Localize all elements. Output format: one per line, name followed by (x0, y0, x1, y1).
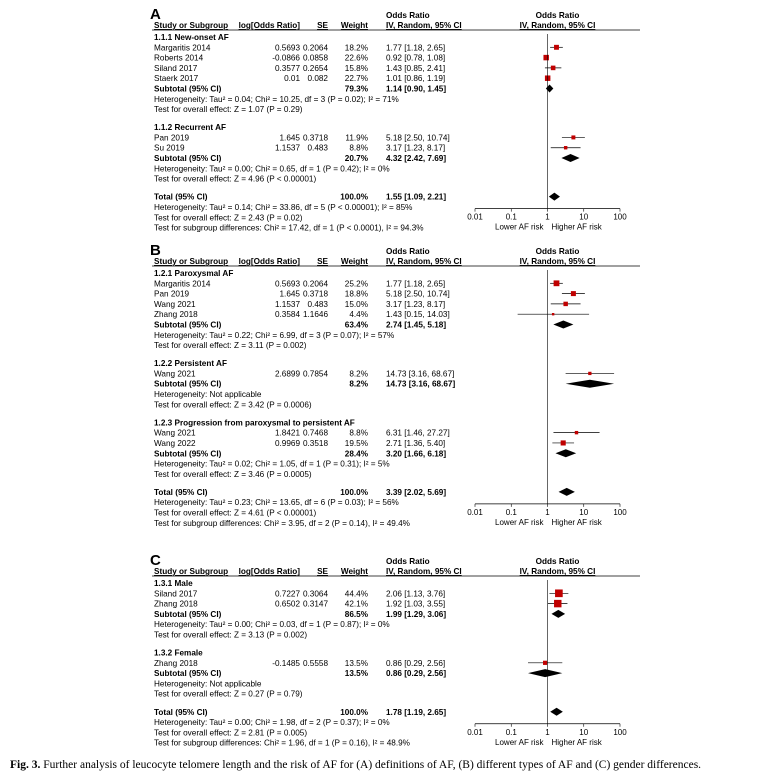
study-point-square (575, 431, 578, 434)
study-point-square (564, 146, 567, 149)
study-log-or: 1.8421 (274, 428, 300, 438)
x-axis-right-label: Higher AF risk (551, 517, 602, 527)
or-column-subtitle: IV, Random, 95% CI (386, 257, 462, 266)
col-logor-header: log[Odds Ratio] (238, 567, 300, 576)
statistics-note: Heterogeneity: Not applicable (154, 390, 262, 400)
study-log-or: 0.9969 (274, 438, 300, 448)
study-weight: 42.1% (344, 599, 368, 609)
study-weight: 8.8% (349, 143, 368, 153)
statistics-note: Test for overall effect: Z = 3.11 (P = 0.002) (154, 341, 307, 351)
forest-panel-a (150, 6, 640, 233)
statistics-note: Heterogeneity: Tau² = 0.00; Chi² = 1.98, df = 2 (P = 0.37); I² = 0% (154, 718, 390, 728)
study-or-ci: 5.18 [2.50, 10.74] (386, 289, 450, 299)
caption-label: Fig. 3. (10, 759, 41, 771)
statistics-note: Heterogeneity: Tau² = 0.22; Chi² = 6.99, df = 3 (P = 0.07); I² = 57% (154, 330, 395, 340)
study-name: Pan 2019 (154, 133, 190, 143)
study-name: Zhang 2018 (154, 599, 198, 609)
total-diamond (549, 193, 560, 201)
study-or-ci: 0.92 [0.78, 1.08] (386, 53, 446, 63)
x-tick-label: 10 (579, 212, 589, 222)
study-name: Staerk 2017 (154, 74, 199, 84)
subtotal-diamond (561, 154, 579, 162)
statistics-note: Heterogeneity: Tau² = 0.04; Chi² = 10.25, df = 3 (P = 0.02); I² = 71% (154, 94, 399, 104)
subtotal-weight: 79.3% (344, 84, 368, 94)
subtotal-diamond (528, 669, 562, 677)
x-tick-label: 10 (579, 727, 589, 737)
col-se-header: SE (317, 257, 328, 266)
study-name: Zhang 2018 (154, 310, 198, 320)
forest-panel-b (150, 242, 640, 528)
subtotal-or-ci: 4.32 [2.42, 7.69] (386, 154, 447, 164)
study-point-square (571, 291, 576, 296)
study-weight: 4.4% (349, 310, 368, 320)
study-weight: 19.5% (344, 438, 368, 448)
total-label: Total (95% CI) (154, 707, 208, 717)
study-name: Su 2019 (154, 143, 185, 153)
study-or-ci: 1.77 [1.18, 2.65] (386, 43, 446, 53)
study-log-or: 1.645 (279, 289, 300, 299)
total-weight: 100.0% (340, 192, 368, 202)
or-column-subtitle: IV, Random, 95% CI (386, 21, 462, 30)
study-or-ci: 5.18 [2.50, 10.74] (386, 133, 450, 143)
study-se: 0.2064 (302, 43, 328, 53)
or-column-title: Odds Ratio (386, 11, 430, 20)
or-column-subtitle: IV, Random, 95% CI (386, 567, 462, 576)
x-tick-label: 0.01 (467, 727, 483, 737)
statistics-note: Heterogeneity: Tau² = 0.00; Chi² = 0.03, df = 1 (P = 0.87); I² = 0% (154, 620, 390, 630)
study-weight: 25.2% (344, 279, 368, 289)
panel-letter: A (150, 6, 161, 23)
study-or-ci: 14.73 [3.16, 68.67] (386, 369, 455, 379)
study-or-ci: 2.71 [1.36, 5.40] (386, 438, 446, 448)
study-log-or: 0.3577 (274, 63, 300, 73)
subgroup-heading: 1.2.2 Persistent AF (154, 359, 227, 369)
study-name: Wang 2021 (154, 369, 196, 379)
study-se: 0.3147 (302, 599, 328, 609)
x-axis-left-label: Lower AF risk (495, 737, 544, 747)
study-point-square (554, 45, 559, 50)
study-log-or: -0.0866 (272, 53, 300, 63)
total-weight: 100.0% (340, 707, 368, 717)
statistics-note: Heterogeneity: Tau² = 0.00; Chi² = 0.65, df = 1 (P = 0.42); I² = 0% (154, 164, 390, 174)
study-se: 0.082 (307, 74, 328, 84)
study-weight: 18.2% (344, 43, 368, 53)
subtotal-weight: 8.2% (349, 379, 368, 389)
study-log-or: 1.645 (279, 133, 300, 143)
study-point-square (555, 589, 563, 597)
x-tick-label: 1 (545, 727, 550, 737)
study-name: Siland 2017 (154, 63, 198, 73)
col-study-header: Study or Subgroup (154, 257, 229, 266)
study-or-ci: 1.43 [0.15, 14.03] (386, 310, 450, 320)
study-or-ci: 1.92 [1.03, 3.55] (386, 599, 446, 609)
study-log-or: 0.3584 (274, 310, 300, 320)
subgroup-heading: 1.2.3 Progression from paroxysmal to persistent AF (154, 418, 355, 428)
total-label: Total (95% CI) (154, 192, 208, 202)
study-se: 0.7854 (302, 369, 328, 379)
study-or-ci: 6.31 [1.46, 27.27] (386, 428, 450, 438)
study-point-square (543, 661, 547, 665)
study-se: 0.3718 (302, 289, 328, 299)
x-tick-label: 0.1 (505, 507, 517, 517)
plot-column-subtitle: IV, Random, 95% CI (519, 21, 596, 30)
col-study-header: Study or Subgroup (154, 21, 229, 30)
study-name: Roberts 2014 (154, 53, 204, 63)
subtotal-weight: 86.5% (344, 609, 368, 619)
statistics-note: Test for subgroup differences: Chi² = 1.96, df = 1 (P = 0.16), I² = 48.9% (154, 738, 410, 748)
study-se: 0.483 (307, 299, 328, 309)
study-log-or: 2.6899 (274, 369, 300, 379)
study-or-ci: 3.17 [1.23, 8.17] (386, 143, 446, 153)
study-or-ci: 1.77 [1.18, 2.65] (386, 279, 446, 289)
study-or-ci: 2.06 [1.13, 3.76] (386, 589, 446, 599)
subtotal-label: Subtotal (95% CI) (154, 84, 222, 94)
subgroup-heading: 1.1.2 Recurrent AF (154, 123, 227, 133)
statistics-note: Heterogeneity: Not applicable (154, 679, 262, 689)
study-se: 0.0858 (302, 53, 328, 63)
statistics-note: Heterogeneity: Tau² = 0.14; Chi² = 33.86, df = 5 (P < 0.00001); I² = 85% (154, 202, 413, 212)
or-column-title: Odds Ratio (386, 557, 430, 566)
x-tick-label: 0.1 (505, 212, 517, 222)
study-weight: 18.8% (344, 289, 368, 299)
study-point-square (554, 600, 561, 607)
x-tick-label: 0.01 (467, 507, 483, 517)
statistics-note: Test for overall effect: Z = 0.27 (P = 0.79) (154, 689, 303, 699)
study-log-or: 0.01 (284, 74, 300, 84)
study-se: 0.5558 (302, 658, 328, 668)
study-name: Margaritis 2014 (154, 43, 211, 53)
subtotal-weight: 63.4% (344, 320, 368, 330)
statistics-note: Test for overall effect: Z = 3.13 (P = 0.002) (154, 630, 308, 640)
study-weight: 15.8% (344, 63, 368, 73)
statistics-note: Test for overall effect: Z = 4.61 (P < 0.00001) (154, 508, 317, 518)
plot-column-title: Odds Ratio (535, 557, 580, 566)
subtotal-diamond (546, 85, 554, 93)
statistics-note: Test for overall effect: Z = 2.81 (P = 0.005) (154, 728, 308, 738)
subgroup-heading: 1.3.2 Female (154, 648, 203, 658)
subgroup-heading: 1.1.1 New-onset AF (154, 33, 229, 42)
study-or-ci: 0.86 [0.29, 2.56] (386, 658, 446, 668)
total-diamond (550, 708, 563, 716)
caption-text: Further analysis of leucocyte telomere length and the risk of AF for (A) definitions of AF, (B) different types of AF and (C) gender differences. (43, 759, 702, 771)
subgroup-heading: 1.2.1 Paroxysmal AF (154, 269, 234, 278)
plot-column-title: Odds Ratio (535, 11, 580, 20)
study-se: 0.2064 (302, 279, 328, 289)
study-weight: 22.7% (344, 74, 368, 84)
study-name: Siland 2017 (154, 589, 198, 599)
statistics-note: Test for subgroup differences: Chi² = 3.95, df = 2 (P = 0.14), I² = 49.4% (154, 518, 410, 528)
subtotal-weight: 20.7% (344, 154, 368, 164)
study-log-or: 0.7227 (274, 589, 300, 599)
statistics-note: Test for subgroup differences: Chi² = 17.42, df = 1 (P < 0.0001), I² = 94.3% (154, 223, 424, 233)
subtotal-diamond (555, 449, 576, 457)
study-weight: 15.0% (344, 299, 368, 309)
study-weight: 44.4% (344, 589, 368, 599)
study-or-ci: 1.43 [0.85, 2.41] (386, 63, 446, 73)
subtotal-diamond (566, 380, 614, 388)
study-point-square (561, 440, 566, 445)
col-weight-header: Weight (340, 567, 368, 576)
statistics-note: Test for overall effect: Z = 2.43 (P = 0.02) (154, 213, 303, 223)
subtotal-diamond (552, 610, 566, 618)
study-se: 0.3064 (302, 589, 328, 599)
study-point-square (571, 135, 575, 139)
x-axis-left-label: Lower AF risk (495, 517, 544, 527)
study-se: 1.1646 (302, 310, 328, 320)
study-weight: 11.9% (345, 133, 368, 143)
study-point-square (551, 66, 556, 71)
subtotal-label: Subtotal (95% CI) (154, 449, 222, 459)
study-log-or: 1.1537 (274, 299, 300, 309)
col-logor-header: log[Odds Ratio] (238, 21, 300, 30)
study-name: Zhang 2018 (154, 658, 198, 668)
study-log-or: 0.5693 (274, 43, 300, 53)
x-axis-right-label: Higher AF risk (551, 737, 602, 747)
study-log-or: 1.1537 (274, 143, 300, 153)
col-se-header: SE (317, 567, 328, 576)
total-weight: 100.0% (340, 487, 368, 497)
study-log-or: 0.6502 (274, 599, 300, 609)
subtotal-or-ci: 14.73 [3.16, 68.67] (386, 379, 456, 389)
plot-column-title: Odds Ratio (535, 247, 580, 256)
subtotal-weight: 13.5% (344, 669, 368, 679)
study-point-square (552, 313, 554, 315)
study-se: 0.483 (307, 143, 328, 153)
subtotal-label: Subtotal (95% CI) (154, 320, 222, 330)
study-log-or: 0.5693 (274, 279, 300, 289)
study-point-square (543, 55, 548, 60)
study-se: 0.3518 (302, 438, 328, 448)
x-tick-label: 1 (545, 212, 550, 222)
total-or-ci: 1.55 [1.09, 2.21] (386, 192, 447, 202)
panel-letter: B (150, 242, 161, 259)
x-tick-label: 100 (613, 727, 627, 737)
study-log-or: -0.1485 (272, 658, 300, 668)
study-point-square (563, 302, 567, 306)
statistics-note: Test for overall effect: Z = 4.96 (P < 0.00001) (154, 174, 317, 184)
x-tick-label: 100 (613, 212, 627, 222)
plot-column-subtitle: IV, Random, 95% CI (519, 257, 596, 266)
subtotal-or-ci: 1.99 [1.29, 3.06] (386, 609, 447, 619)
total-or-ci: 1.78 [1.19, 2.65] (386, 707, 447, 717)
study-name: Wang 2022 (154, 438, 196, 448)
plot-column-subtitle: IV, Random, 95% CI (519, 567, 596, 576)
x-tick-label: 10 (579, 507, 589, 517)
subtotal-or-ci: 3.20 [1.66, 6.18] (386, 449, 447, 459)
subtotal-label: Subtotal (95% CI) (154, 379, 222, 389)
col-study-header: Study or Subgroup (154, 567, 229, 576)
subtotal-diamond (553, 321, 573, 329)
study-weight: 22.6% (344, 53, 368, 63)
x-axis-right-label: Higher AF risk (551, 222, 602, 232)
figure-caption (10, 758, 770, 772)
total-or-ci: 3.39 [2.02, 5.69] (386, 487, 447, 497)
study-se: 0.7468 (302, 428, 328, 438)
subtotal-or-ci: 0.86 [0.29, 2.56] (386, 669, 447, 679)
panel-letter: C (150, 552, 161, 569)
col-logor-header: log[Odds Ratio] (238, 257, 300, 266)
or-column-title: Odds Ratio (386, 247, 430, 256)
x-tick-label: 0.1 (505, 727, 517, 737)
subtotal-or-ci: 2.74 [1.45, 5.18] (386, 320, 447, 330)
x-axis-left-label: Lower AF risk (495, 222, 544, 232)
col-weight-header: Weight (340, 257, 368, 266)
study-name: Pan 2019 (154, 289, 190, 299)
study-weight: 8.8% (349, 428, 368, 438)
study-name: Margaritis 2014 (154, 279, 211, 289)
study-or-ci: 3.17 [1.23, 8.17] (386, 299, 446, 309)
total-label: Total (95% CI) (154, 487, 208, 497)
col-se-header: SE (317, 21, 328, 30)
study-name: Wang 2021 (154, 428, 196, 438)
study-weight: 13.5% (344, 658, 368, 668)
statistics-note: Test for overall effect: Z = 1.07 (P = 0.29) (154, 105, 303, 115)
subtotal-label: Subtotal (95% CI) (154, 609, 222, 619)
study-or-ci: 1.01 [0.86, 1.19] (386, 74, 446, 84)
forest-panel-c (150, 552, 640, 748)
col-weight-header: Weight (340, 21, 368, 30)
subtotal-label: Subtotal (95% CI) (154, 154, 222, 164)
total-diamond (559, 488, 575, 496)
x-tick-label: 100 (613, 507, 627, 517)
statistics-note: Heterogeneity: Tau² = 0.23; Chi² = 13.65, df = 6 (P = 0.03); I² = 56% (154, 498, 399, 508)
study-name: Wang 2021 (154, 299, 196, 309)
study-se: 0.3718 (302, 133, 328, 143)
statistics-note: Test for overall effect: Z = 3.42 (P = 0.0006) (154, 400, 312, 410)
subtotal-or-ci: 1.14 [0.90, 1.45] (386, 84, 447, 94)
study-se: 0.2654 (302, 63, 328, 73)
study-point-square (588, 372, 591, 375)
subtotal-label: Subtotal (95% CI) (154, 669, 222, 679)
subgroup-heading: 1.3.1 Male (154, 579, 193, 588)
study-point-square (554, 280, 560, 286)
x-tick-label: 0.01 (467, 212, 483, 222)
x-tick-label: 1 (545, 507, 550, 517)
statistics-note: Heterogeneity: Tau² = 0.02; Chi² = 1.05, df = 1 (P = 0.31); I² = 5% (154, 459, 390, 469)
subtotal-weight: 28.4% (344, 449, 368, 459)
statistics-note: Test for overall effect: Z = 3.46 (P = 0.0005) (154, 469, 312, 479)
study-weight: 8.2% (349, 369, 368, 379)
